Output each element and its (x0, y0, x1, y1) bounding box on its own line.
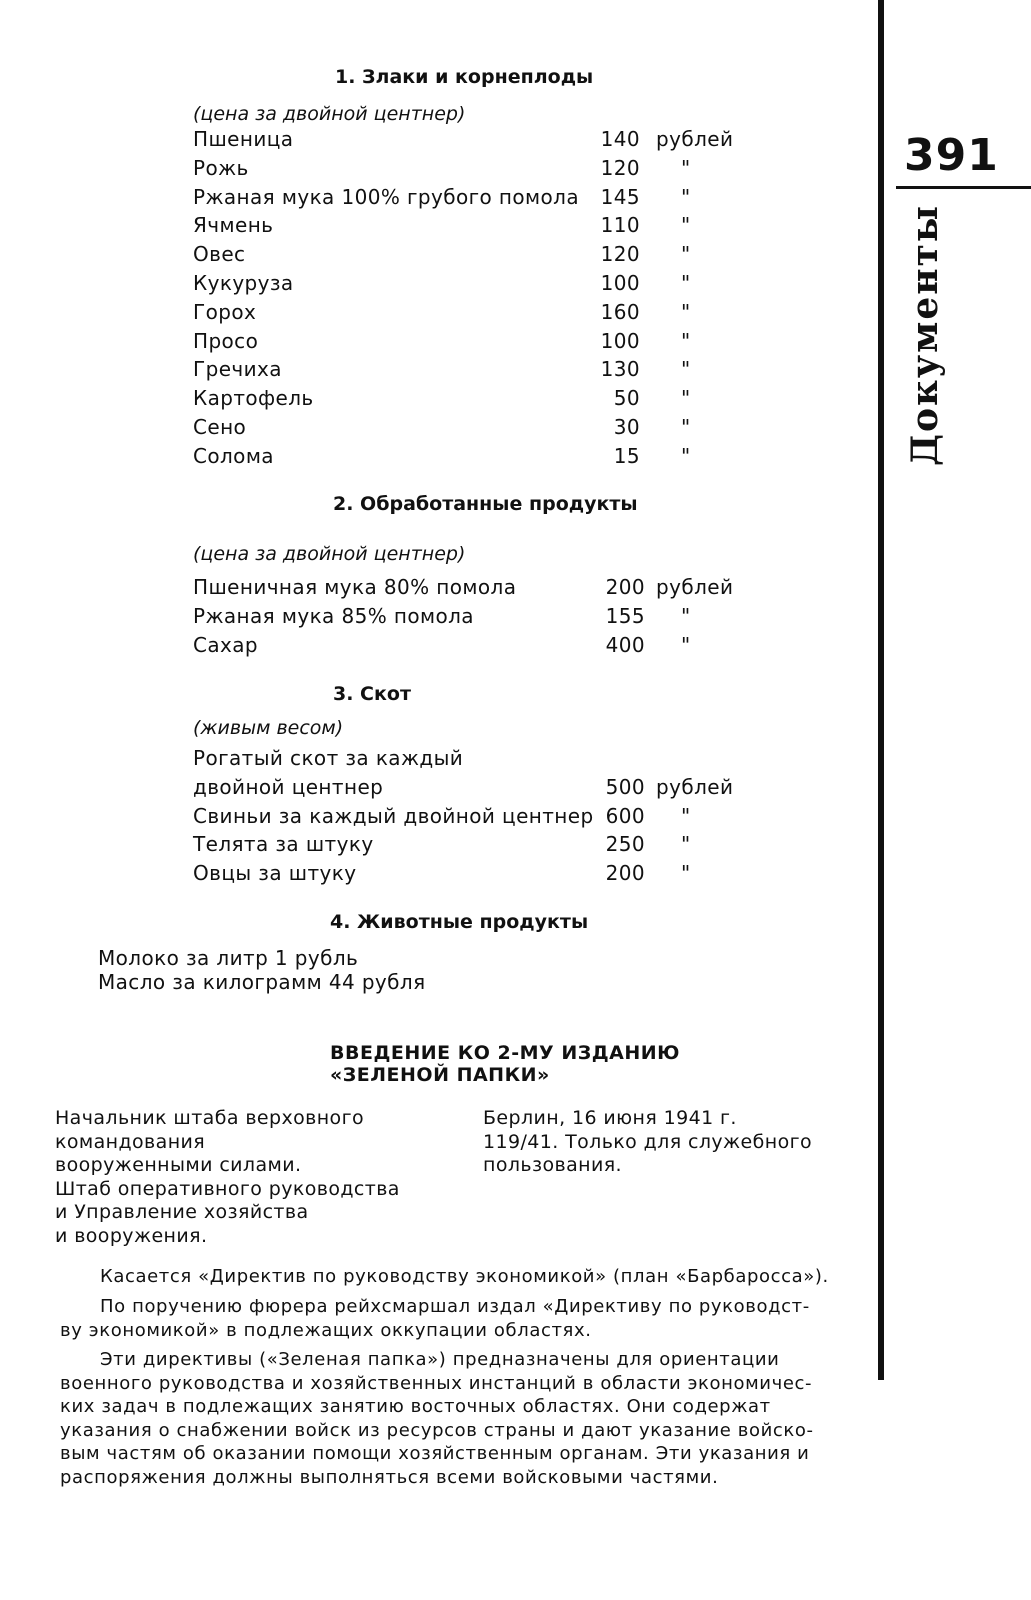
product-name: Просо (193, 328, 259, 353)
price-unit: " (681, 184, 691, 209)
price-unit: " (681, 155, 691, 180)
price-unit: " (681, 861, 691, 886)
price-value: 100 (600, 270, 640, 295)
product-name: Свиньи за каждый двойной центнер (193, 803, 594, 828)
price-unit: рублей (656, 127, 734, 151)
product-name: Овцы за штуку (193, 861, 357, 886)
section-3-note: (живым весом) (193, 717, 344, 739)
product-name: Сахар (193, 632, 259, 657)
margin-vertical-rule (878, 0, 884, 1380)
section-3-title: 3. Скот (333, 683, 411, 705)
sender-line: Начальник штаба верховного (55, 1107, 364, 1129)
price-value: 160 (600, 299, 640, 324)
paragraph-line: указания о снабжении войск из ресурсов страны и дают указание войско- (60, 1419, 814, 1441)
product-name: Овес (193, 242, 246, 267)
price-value: 50 (613, 386, 640, 411)
place-date-line: пользования. (483, 1154, 622, 1176)
paragraph-line: Касается «Директив по руководству экономикой» (план «Барбаросса»). (100, 1266, 829, 1287)
price-unit: " (681, 803, 691, 828)
sender-line: командования (55, 1130, 206, 1153)
product-name: Рогатый скот за каждый (193, 746, 464, 770)
product-name: Гречиха (193, 357, 282, 382)
price-value: 200 (605, 861, 645, 886)
paragraph-line: ких задач в подлежащих занятию восточных областях. Они содержат (60, 1396, 771, 1417)
product-name: Ржаная мука 100% грубого помола (193, 184, 579, 209)
price-value: 400 (605, 632, 645, 657)
product-name: Рожь (193, 155, 249, 180)
place-date-line: 119/41. Только для служебного (483, 1130, 812, 1153)
section-4-title: 4. Животные продукты (330, 911, 589, 933)
paragraph-line: военного руководства и хозяйственных инстанций в области экономичес- (60, 1372, 813, 1394)
price-unit: " (681, 270, 691, 295)
paragraph-line: Эти директивы («Зеленая папка») предназначены для ориентации (100, 1349, 780, 1370)
product-name: Картофель (193, 386, 314, 411)
price-unit: " (681, 603, 691, 628)
sender-line: Штаб оперативного руководства (55, 1177, 400, 1200)
price-unit: " (681, 328, 691, 353)
place-date-line: Берлин, 16 июня 1941 г. (483, 1107, 737, 1129)
place-date-block (483, 1107, 812, 1178)
paragraph-line: распоряжения должны выполняться всеми войсковыми частями. (60, 1466, 719, 1488)
price-value: 110 (600, 213, 640, 238)
product-name: Сено (193, 414, 247, 439)
price-value: 30 (613, 414, 640, 439)
product-name: Горох (193, 299, 257, 324)
product-name: Ячмень (193, 213, 274, 238)
price-value: 120 (600, 155, 640, 180)
price-unit: " (681, 386, 691, 411)
price-unit: " (681, 357, 691, 382)
price-value: 100 (600, 328, 640, 353)
price-unit: " (681, 443, 691, 468)
dairy-line: Молоко за литр 1 рубль (98, 946, 359, 970)
product-name: двойной центнер (193, 774, 384, 799)
price-value: 130 (600, 357, 640, 382)
price-unit: " (681, 632, 691, 657)
paragraph-line: По поручению фюрера рейхсмаршал издал «Директиву по руководст- (100, 1296, 810, 1317)
sender-line: и Управление хозяйства (55, 1201, 309, 1223)
section-1-note: (цена за двойной центнер) (193, 103, 466, 125)
product-name: Кукуруза (193, 270, 294, 295)
price-value: 600 (605, 803, 645, 828)
section-1-title: 1. Злаки и корнеплоды (335, 66, 594, 88)
margin-horizontal-rule (896, 186, 1031, 189)
section-2-note: (цена за двойной центнер) (193, 543, 466, 565)
price-value: 250 (605, 832, 645, 857)
paragraph (100, 1265, 829, 1289)
heading-line: «ЗЕЛЕНОЙ ПАПКИ» (330, 1064, 550, 1086)
document-heading (330, 1042, 680, 1086)
price-value: 155 (605, 603, 645, 628)
price-unit: " (681, 213, 691, 238)
price-value: 140 (600, 127, 640, 151)
paragraph-line: вым частям об оказании помощи хозяйственным органам. Эти указания и (60, 1443, 810, 1464)
price-value: 145 (600, 184, 640, 209)
product-name: Солома (193, 443, 274, 468)
price-unit: " (681, 242, 691, 267)
price-value: 120 (600, 242, 640, 267)
product-name: Пшеница (193, 127, 294, 151)
section-2-title: 2. Обработанные продукты (333, 493, 638, 515)
sender-line: и вооружения. (55, 1224, 208, 1247)
price-value: 200 (605, 575, 645, 599)
price-unit: " (681, 299, 691, 324)
price-unit: " (681, 832, 691, 857)
price-value: 500 (605, 774, 645, 799)
product-name: Пшеничная мука 80% помола (193, 575, 517, 599)
running-title-text: Документы (904, 204, 946, 466)
paragraph (60, 1295, 810, 1342)
price-unit: рублей (656, 575, 734, 599)
paragraph (60, 1348, 814, 1489)
price-unit: рублей (656, 774, 734, 799)
dairy-line: Масло за килограмм 44 рубля (98, 970, 426, 994)
heading-line: ВВЕДЕНИЕ КО 2-МУ ИЗДАНИЮ (330, 1042, 680, 1064)
sender-block (55, 1107, 400, 1248)
price-unit: " (681, 414, 691, 439)
paragraph-line: ву экономикой» в подлежащих оккупации областях. (60, 1319, 592, 1341)
product-name: Ржаная мука 85% помола (193, 603, 474, 628)
product-name: Телята за штуку (193, 832, 374, 857)
sender-line: вооруженными силами. (55, 1154, 302, 1176)
page-number: 391 (904, 130, 999, 181)
price-value: 15 (613, 443, 640, 468)
